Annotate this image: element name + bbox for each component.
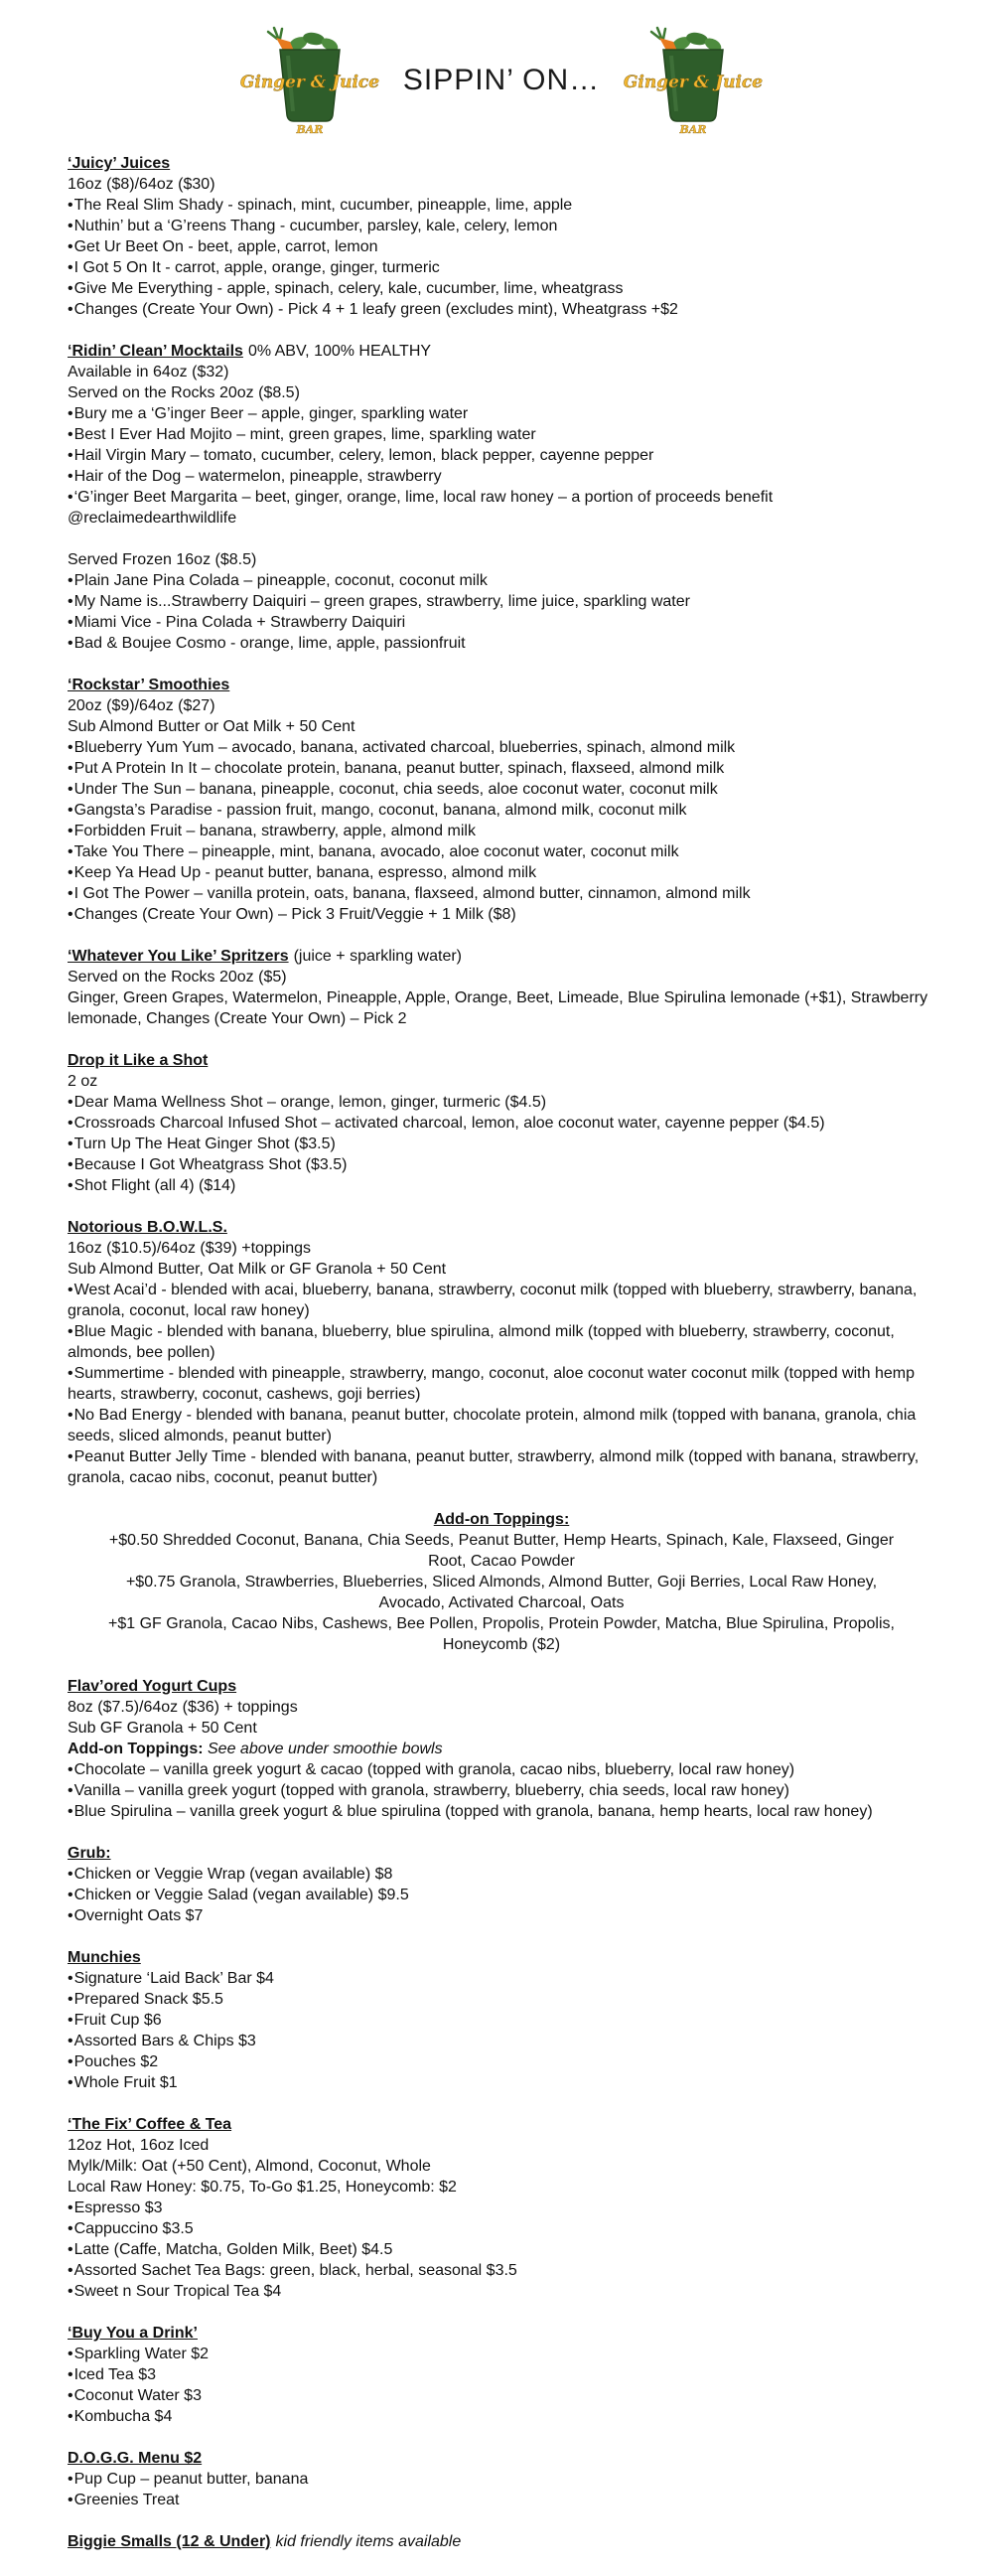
menu-item-text: My Name is...Strawberry Daiquiri – green grapes, strawberry, lime juice, sparkling water [73, 593, 690, 610]
menu-item-text: Peanut Butter Jelly Time - blended with banana, peanut butter, strawberry, almond milk (topped with banana, strawberry, granola, cacao nibs, coconut, peanut butter) [68, 1448, 920, 1486]
bullet-icon: • [68, 1282, 73, 1298]
menu-item [68, 1801, 935, 1822]
menu-section [68, 1676, 935, 1822]
menu-item [68, 1885, 935, 1905]
section-heading: Flav’ored Yogurt Cups [68, 1678, 237, 1695]
menu-item-text: Give Me Everything - apple, spinach, celery, kale, cucumber, lime, wheatgrass [73, 280, 624, 297]
section-heading-row [68, 341, 935, 362]
menu-item-text: Best I Ever Had Mojito – mint, green grapes, lime, sparkling water [73, 426, 536, 443]
menu-item-text: Bad & Boujee Cosmo - orange, lime, apple, passionfruit [73, 635, 466, 652]
menu-item-text: Pup Cup – peanut butter, banana [73, 2471, 309, 2488]
menu-item [68, 403, 935, 424]
menu-line: Sub GF Granola + 50 Cent [68, 1720, 257, 1737]
menu-item [68, 445, 935, 466]
menu-item [68, 1154, 935, 1175]
menu-item [68, 2072, 935, 2093]
bullet-icon: • [68, 2492, 73, 2508]
menu-item [68, 904, 935, 925]
menu-section [68, 675, 935, 925]
menu-item-text: Chocolate – vanilla greek yogurt & cacao (topped with granola, cacao nibs, blueberry, local raw honey) [73, 1761, 795, 1778]
section-heading-suffix: 0% ABV, 100% HEALTHY [247, 343, 432, 360]
menu-item [68, 1780, 935, 1801]
bullet-icon: • [68, 1866, 73, 1883]
section-heading: ‘Ridin’ Clean’ Mocktails [68, 343, 243, 360]
menu-item-text: Take You There – pineapple, mint, banana, avocado, aloe coconut water, coconut milk [73, 843, 679, 860]
menu-item [68, 1134, 935, 1154]
menu-item-text: Blue Spirulina – vanilla greek yogurt & blue spirulina (topped with granola, banana, hemp hearts, local raw honey) [73, 1803, 873, 1820]
carrot-frond-icon [268, 28, 282, 39]
menu-item [68, 2197, 935, 2218]
bullet-icon: • [68, 823, 73, 839]
menu-item [68, 2260, 935, 2281]
section-heading-row [68, 1509, 935, 1530]
menu-item [68, 487, 935, 529]
menu-item-text: Turn Up The Heat Ginger Shot ($3.5) [73, 1136, 336, 1152]
menu-item-text: Greenies Treat [73, 2492, 180, 2508]
bullet-icon: • [68, 843, 73, 860]
bullet-icon: • [68, 218, 73, 234]
section-heading: Biggie Smalls (12 & Under) [68, 2533, 271, 2550]
bullet-icon: • [68, 2471, 73, 2488]
menu-item-text: Assorted Sachet Tea Bags: green, black, herbal, seasonal $3.5 [73, 2262, 517, 2279]
bullet-icon: • [68, 1803, 73, 1820]
menu-item [68, 195, 935, 216]
menu-item [68, 2051, 935, 2072]
menu-item [68, 2281, 935, 2302]
menu-item [68, 2031, 935, 2051]
menu-item-text: I Got The Power – vanilla protein, oats, banana, flaxseed, almond butter, cinnamon, almond milk [73, 885, 751, 902]
menu-section [68, 946, 935, 1029]
menu-line: Served on the Rocks 20oz ($5) [68, 969, 287, 985]
menu-item-text: Put A Protein In It – chocolate protein, banana, peanut butter, spinach, flaxseed, almond milk [73, 760, 725, 777]
menu-item [68, 612, 935, 633]
menu-item-text: Sparkling Water $2 [73, 2346, 210, 2362]
section-heading: Munchies [68, 1949, 141, 1966]
menu-item-text: Signature ‘Laid Back’ Bar $4 [73, 1970, 274, 1987]
section-heading-row [68, 946, 935, 967]
section-heading: Add-on Toppings: [433, 1511, 570, 1528]
section-heading: ‘Juicy’ Juices [68, 155, 171, 172]
menu-item [68, 299, 935, 320]
bullet-icon: • [68, 489, 73, 506]
menu-item [68, 779, 935, 800]
spacer [68, 529, 935, 549]
bullet-icon: • [68, 760, 73, 777]
bullet-icon: • [68, 2408, 73, 2425]
menu-item [68, 821, 935, 841]
bullet-icon: • [68, 1115, 73, 1132]
menu-item-text: West Acai’d - blended with acai, blueberry, banana, strawberry, coconut milk (topped with blueberry, strawberry, banana, granola, coconut, local raw honey) [68, 1282, 918, 1319]
bullet-icon: • [68, 2074, 73, 2091]
menu-line: Sub Almond Butter or Oat Milk + 50 Cent [68, 718, 355, 735]
menu-section [68, 1509, 935, 1655]
bullet-icon: • [68, 238, 73, 255]
menu-item-text: Chicken or Veggie Wrap (vegan available) $8 [73, 1866, 393, 1883]
bullet-icon: • [68, 2241, 73, 2258]
bullet-icon: • [68, 447, 73, 464]
section-heading-row [68, 153, 935, 174]
menu-item [68, 633, 935, 654]
menu-item-text: Summertime - blended with pineapple, strawberry, mango, coconut, aloe coconut water coconut milk (topped with hemp hearts, strawberry, coconut, cashews, goji berries) [68, 1365, 915, 1403]
bullet-icon: • [68, 781, 73, 798]
menu-item [68, 1864, 935, 1885]
bullet-icon: • [68, 1323, 73, 1340]
bullet-icon: • [68, 1177, 73, 1194]
section-heading: ‘Buy You a Drink’ [68, 2325, 198, 2342]
menu-section [68, 1947, 935, 2093]
menu-item [68, 1905, 935, 1926]
section-heading: ‘The Fix’ Coffee & Tea [68, 2116, 232, 2133]
menu-item [68, 737, 935, 758]
menu-item [68, 1175, 935, 1196]
menu-item-text: Nuthin’ but a ‘G’reens Thang - cucumber, parsley, kale, celery, lemon [73, 218, 558, 234]
menu-section [68, 341, 935, 654]
bullet-icon: • [68, 1094, 73, 1111]
bullet-icon: • [68, 1365, 73, 1382]
bullet-icon: • [68, 1887, 73, 1903]
menu-item-text: Crossroads Charcoal Infused Shot – activated charcoal, lemon, aloe coconut water, cayenne pepper ($4.5) [73, 1115, 825, 1132]
menu-line: 12oz Hot, 16oz Iced [68, 2137, 210, 2154]
ginger-juice-logo-left [240, 26, 379, 135]
bullet-icon: • [68, 1407, 73, 1424]
section-heading-row [68, 1843, 935, 1864]
menu-section [68, 2448, 935, 2510]
menu-item-text: Shot Flight (all 4) ($14) [73, 1177, 236, 1194]
bullet-icon: • [68, 405, 73, 422]
menu-item-text: Cappuccino $3.5 [73, 2220, 194, 2237]
bullet-icon: • [68, 2012, 73, 2029]
bullet-icon: • [68, 1156, 73, 1173]
section-heading-row [68, 1050, 935, 1071]
menu-line: Sub Almond Butter, Oat Milk or GF Granola + 50 Cent [68, 1261, 447, 1278]
section-heading: Grub: [68, 1845, 111, 1862]
bullet-icon: • [68, 2262, 73, 2279]
menu-item [68, 883, 935, 904]
menu-line: 20oz ($9)/64oz ($27) [68, 697, 215, 714]
menu-item [68, 2490, 935, 2510]
bullet-icon: • [68, 468, 73, 485]
bullet-icon: • [68, 2283, 73, 2300]
menu-item [68, 216, 935, 236]
bullet-icon: • [68, 572, 73, 589]
menu-item [68, 2218, 935, 2239]
menu-line: 16oz ($8)/64oz ($30) [68, 176, 215, 193]
menu-section [68, 1217, 935, 1488]
menu-note [68, 1739, 935, 1759]
bullet-icon: • [68, 2053, 73, 2070]
menu-item [68, 1113, 935, 1134]
menu-item [68, 236, 935, 257]
menu-item-text: Fruit Cup $6 [73, 2012, 162, 2029]
menu-line: Available in 64oz ($32) [68, 364, 229, 380]
bullet-icon: • [68, 2366, 73, 2383]
menu-item [68, 257, 935, 278]
note-label: Add-on Toppings: [68, 1741, 208, 1757]
menu-section [68, 2323, 935, 2427]
menu-item [68, 591, 935, 612]
menu-item-text: No Bad Energy - blended with banana, peanut butter, chocolate protein, almond milk (topped with banana, granola, chia seeds, sliced almonds, peanut butter) [68, 1407, 917, 1444]
menu-item-text: I Got 5 On It - carrot, apple, orange, ginger, turmeric [73, 259, 440, 276]
menu-item-text: Sweet n Sour Tropical Tea $4 [73, 2283, 282, 2300]
bullet-icon: • [68, 864, 73, 881]
section-heading: Drop it Like a Shot [68, 1052, 209, 1069]
menu-item-text: ‘G’inger Beet Margarita – beet, ginger, orange, lime, local raw honey – a portion of proceeds benefit @reclaimedearthwildlife [68, 489, 774, 527]
menu-line: 2 oz [68, 1073, 98, 1090]
logo-bar-label: BAR [296, 123, 324, 135]
menu-item [68, 1446, 935, 1488]
bullet-icon: • [68, 1761, 73, 1778]
section-heading: ‘Whatever You Like’ Spritzers [68, 948, 289, 965]
bullet-icon: • [68, 1782, 73, 1799]
bullet-icon: • [68, 1448, 73, 1465]
menu-section [68, 1050, 935, 1196]
menu-item-text: Under The Sun – banana, pineapple, coconut, chia seeds, aloe coconut water, coconut milk [73, 781, 718, 798]
bullet-icon: • [68, 739, 73, 756]
menu-item [68, 278, 935, 299]
menu-item [68, 1405, 935, 1446]
section-heading-row [68, 675, 935, 695]
bullet-icon: • [68, 1991, 73, 2008]
section-heading: D.O.G.G. Menu $2 [68, 2450, 203, 2467]
menu-item [68, 1989, 935, 2010]
menu-line: +$1 GF Granola, Cacao Nibs, Cashews, Bee Pollen, Propolis, Protein Powder, Matcha, Blue Spirulina, Propolis, Honeycomb ($2) [108, 1615, 895, 1653]
bullet-icon: • [68, 301, 73, 318]
section-heading-row [68, 2448, 935, 2469]
bullet-icon: • [68, 885, 73, 902]
menu-item-text: The Real Slim Shady - spinach, mint, cucumber, pineapple, lime, apple [73, 197, 573, 214]
menu-section [68, 153, 935, 320]
section-heading-row [68, 1676, 935, 1697]
menu-item [68, 2469, 935, 2490]
menu-item-text: Kombucha $4 [73, 2408, 173, 2425]
menu-item [68, 862, 935, 883]
note-text: See above under smoothie bowls [208, 1741, 443, 1757]
menu-item-text: Gangsta’s Paradise - passion fruit, mango, coconut, banana, almond milk, coconut milk [73, 802, 687, 819]
menu-item [68, 1363, 935, 1405]
menu-item-text: Keep Ya Head Up - peanut butter, banana, espresso, almond milk [73, 864, 537, 881]
menu-item [68, 2385, 935, 2406]
menu-line: +$0.50 Shredded Coconut, Banana, Chia Seeds, Peanut Butter, Hemp Hearts, Spinach, Kale, Flaxseed, Ginger Root, Cacao Powder [108, 1532, 895, 1570]
menu-line: Mylk/Milk: Oat (+50 Cent), Almond, Coconut, Whole [68, 2158, 431, 2175]
bullet-icon: • [68, 2387, 73, 2404]
bullet-icon: • [68, 802, 73, 819]
menu-item-text: Changes (Create Your Own) – Pick 3 Fruit/Veggie + 1 Milk ($8) [73, 906, 516, 923]
bullet-icon: • [68, 1136, 73, 1152]
menu-item-text: Prepared Snack $5.5 [73, 1991, 223, 2008]
bullet-icon: • [68, 614, 73, 631]
menu-item-text: Iced Tea $3 [73, 2366, 157, 2383]
bullet-icon: • [68, 259, 73, 276]
menu-line: +$0.75 Granola, Strawberries, Blueberries, Sliced Almonds, Almond Butter, Goji Berries, Local Raw Honey, Avocado, Activated Charcoal, Oats [125, 1574, 878, 1611]
menu-line: Local Raw Honey: $0.75, To-Go $1.25, Honeycomb: $2 [68, 2179, 457, 2196]
menu-item-text: Dear Mama Wellness Shot – orange, lemon, ginger, turmeric ($4.5) [73, 1094, 547, 1111]
bullet-icon: • [68, 593, 73, 610]
section-heading-suffix: kid friendly items available [275, 2533, 462, 2550]
menu-item-text: Coconut Water $3 [73, 2387, 202, 2404]
menu-item [68, 2344, 935, 2364]
menu-section [68, 2531, 935, 2552]
menu-item-text: Chicken or Veggie Salad (vegan available) $9.5 [73, 1887, 409, 1903]
menu-line: Ginger, Green Grapes, Watermelon, Pineapple, Apple, Orange, Beet, Limeade, Blue Spirulina lemonade (+$1), Strawberry lemonade, Changes (Create Your Own) – Pick 2 [68, 989, 928, 1027]
section-heading-row [68, 2323, 935, 2344]
menu-item-text: Overnight Oats $7 [73, 1907, 204, 1924]
menu-item-text: Plain Jane Pina Colada – pineapple, coconut, coconut milk [73, 572, 488, 589]
menu-item [68, 1968, 935, 1989]
menu-item-text: Whole Fruit $1 [73, 2074, 178, 2091]
menu-item-text: Miami Vice - Pina Colada + Strawberry Daiquiri [73, 614, 406, 631]
menu-section [68, 1843, 935, 1926]
bullet-icon: • [68, 280, 73, 297]
bullet-icon: • [68, 197, 73, 214]
menu-item-text: Latte (Caffe, Matcha, Golden Milk, Beet) $4.5 [73, 2241, 393, 2258]
menu-item-text: Changes (Create Your Own) - Pick 4 + 1 leafy green (excludes mint), Wheatgrass +$2 [73, 301, 678, 318]
bullet-icon: • [68, 1907, 73, 1924]
menu-item-text: Vanilla – vanilla greek yogurt (topped with granola, strawberry, blueberry, chia seeds, local raw honey) [73, 1782, 789, 1799]
bullet-icon: • [68, 906, 73, 923]
bullet-icon: • [68, 426, 73, 443]
bullet-icon: • [68, 2199, 73, 2216]
menu-item [68, 1092, 935, 1113]
section-heading-row [68, 2114, 935, 2135]
menu-item [68, 1321, 935, 1363]
page-title: SIPPIN’ ON… [402, 64, 601, 96]
menu-item-text: Blue Magic - blended with banana, blueberry, blue spirulina, almond milk (topped with blueberry, strawberry, coconut, almonds, bee pollen) [68, 1323, 895, 1361]
menu-section [68, 2114, 935, 2302]
menu-item [68, 466, 935, 487]
menu-item-text: Get Ur Beet On - beet, apple, carrot, lemon [73, 238, 378, 255]
ginger-juice-logo-right [624, 26, 763, 135]
menu-item [68, 1759, 935, 1780]
bullet-icon: • [68, 1970, 73, 1987]
section-heading-suffix: (juice + sparkling water) [293, 948, 462, 965]
menu-item [68, 424, 935, 445]
bullet-icon: • [68, 635, 73, 652]
menu-line: 16oz ($10.5)/64oz ($39) +toppings [68, 1240, 312, 1257]
menu-item [68, 570, 935, 591]
menu-header [68, 26, 935, 135]
menu-item [68, 2010, 935, 2031]
section-heading: Notorious B.O.W.L.S. [68, 1219, 227, 1236]
menu-item [68, 841, 935, 862]
section-heading-row [68, 1947, 935, 1968]
menu-item-text: Bury me a ‘G’inger Beer – apple, ginger, sparkling water [73, 405, 469, 422]
section-heading: ‘Rockstar’ Smoothies [68, 677, 230, 693]
section-heading-row [68, 1217, 935, 1238]
bullet-icon: • [68, 2346, 73, 2362]
bullet-icon: • [68, 2220, 73, 2237]
menu-line: Served Frozen 16oz ($8.5) [68, 551, 257, 568]
menu-item-text: Assorted Bars & Chips $3 [73, 2033, 256, 2049]
logo-wordmark: Ginger & Juice [239, 73, 379, 92]
menu-body [68, 153, 935, 2552]
menu-item [68, 1280, 935, 1321]
menu-item-text: Pouches $2 [73, 2053, 159, 2070]
menu-item [68, 2239, 935, 2260]
menu-item [68, 2406, 935, 2427]
menu-item [68, 800, 935, 821]
menu-item-text: Hair of the Dog – watermelon, pineapple, strawberry [73, 468, 442, 485]
menu-item-text: Blueberry Yum Yum – avocado, banana, activated charcoal, blueberries, spinach, almond milk [73, 739, 736, 756]
logo-wordmark: Ginger & Juice [624, 73, 764, 92]
menu-line: 8oz ($7.5)/64oz ($36) + toppings [68, 1699, 298, 1716]
menu-item [68, 758, 935, 779]
menu-line: Served on the Rocks 20oz ($8.5) [68, 384, 300, 401]
menu-item-text: Forbidden Fruit – banana, strawberry, apple, almond milk [73, 823, 476, 839]
menu-item-text: Because I Got Wheatgrass Shot ($3.5) [73, 1156, 348, 1173]
bullet-icon: • [68, 2033, 73, 2049]
menu-item-text: Hail Virgin Mary – tomato, cucumber, celery, lemon, black pepper, cayenne pepper [73, 447, 654, 464]
menu-item [68, 2364, 935, 2385]
menu-item-text: Espresso $3 [73, 2199, 163, 2216]
section-heading-row [68, 2531, 935, 2552]
carrot-frond-icon [651, 28, 665, 39]
logo-bar-label: BAR [679, 123, 707, 135]
